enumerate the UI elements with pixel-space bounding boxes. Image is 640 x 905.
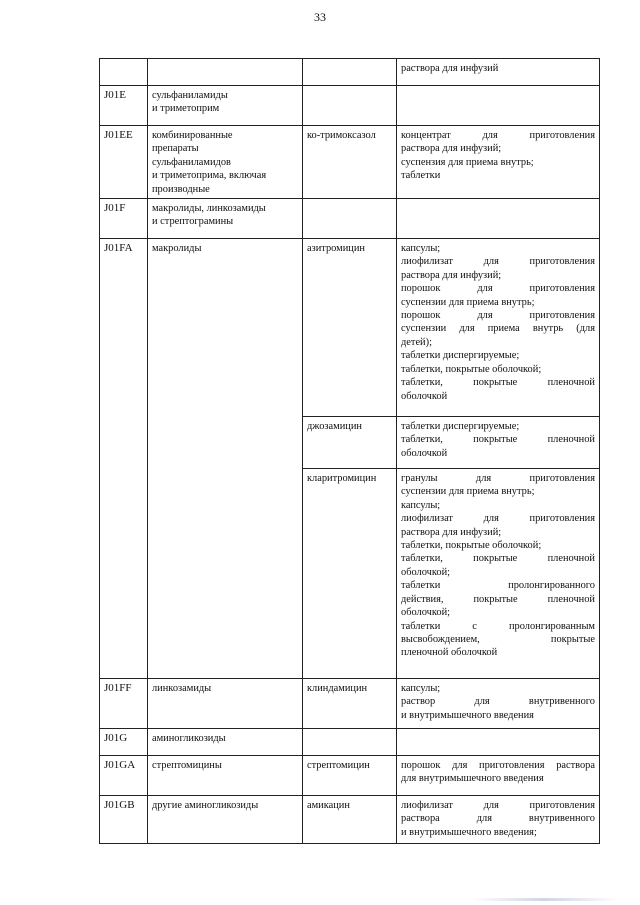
atc-code-cell: [100, 679, 148, 729]
dosage-form-cell: [397, 199, 600, 239]
dosage-form-line: порошок для приготовления: [401, 283, 595, 295]
dosage-form-cell: [397, 239, 600, 417]
group-text-line: комбинированные: [152, 130, 233, 141]
dosage-form-line: гранулы для приготовления: [401, 473, 595, 485]
atc-code: J01GA: [104, 759, 136, 772]
atc-code-cell: [100, 239, 148, 679]
dosage-form-line: и внутримышечного введения: [401, 709, 534, 721]
dosage-form-line: суспензия для приема внутрь;: [401, 156, 534, 168]
dosage-form-cell: [397, 417, 600, 469]
atc-code-cell: [100, 756, 148, 796]
group-text-line: линкозамиды: [152, 683, 212, 695]
drug-name-cell: [303, 239, 397, 417]
table-row: [100, 796, 600, 844]
atc-code-cell: [100, 199, 148, 239]
atc-code-cell: [100, 86, 148, 126]
dosage-form-line: для внутримышечного введения: [401, 773, 544, 785]
group-text-line: другие аминогликозиды: [152, 800, 259, 812]
atc-code: J01E: [104, 89, 126, 101]
dosage-form-cell: [397, 126, 600, 199]
dosage-form-line: детей);: [401, 336, 432, 348]
group-text-line: макролиды, линкозамиды: [152, 203, 266, 215]
dosage-form-line: оболочкой: [401, 447, 448, 459]
dosage-form-line: таблетки, покрытые оболочкой;: [401, 540, 542, 552]
group-text-line: аминогликозиды: [152, 733, 226, 745]
dosage-form-line: оболочкой;: [401, 566, 451, 578]
dosage-form-line: таблетки, покрытые пленочной: [401, 553, 595, 565]
dosage-form-line: таблетки: [401, 170, 441, 182]
dosage-form-line: раствор для внутривенного: [401, 696, 595, 708]
dosage-form-line: суспензии для приема внутрь (для: [401, 323, 595, 335]
drug-name-cell: [303, 756, 397, 796]
table-row: [100, 59, 600, 86]
atc-code-cell: [100, 729, 148, 756]
anatomical-group-cell: [148, 679, 303, 729]
dosage-form-line: суспензии для приема внутрь;: [401, 296, 535, 308]
drug-name-cell: [303, 86, 397, 126]
drug-name: ко-тримоксазол: [307, 130, 376, 141]
dosage-form-line: таблетки с пролонгированным: [401, 620, 595, 632]
atc-code: J01FF: [104, 682, 132, 695]
drug-name-cell: [303, 729, 397, 756]
dosage-form-line: капсулы;: [401, 683, 441, 695]
dosage-form-cell: [397, 86, 600, 126]
group-text-line: и стрептограмины: [152, 216, 234, 228]
drug-name-cell: [303, 199, 397, 239]
atc-code-cell: [100, 796, 148, 844]
drug-name: кларитромицин: [307, 473, 377, 485]
dosage-form-line: раствора для инфузий: [401, 63, 499, 74]
dosage-form-line: лиофилизат для приготовления: [401, 800, 595, 812]
drug-name-cell: [303, 679, 397, 729]
drug-name: клиндамицин: [307, 683, 368, 695]
dosage-form-line: и внутримышечного введения;: [401, 826, 537, 838]
dosage-form-line: раствора для инфузий;: [401, 269, 502, 281]
dosage-form-cell: [397, 729, 600, 756]
atc-code: J01EE: [104, 129, 133, 141]
atc-code: J01GB: [104, 799, 135, 812]
drug-name-cell: [303, 469, 397, 679]
anatomical-group-cell: [148, 59, 303, 86]
drug-name-cell: [303, 796, 397, 844]
dosage-form-line: оболочкой;: [401, 607, 451, 619]
group-text-line: и триметоприм: [152, 103, 220, 115]
table-row: [100, 199, 600, 239]
drug-name: стрептомицин: [307, 760, 370, 772]
atc-code: J01F: [104, 202, 126, 215]
dosage-form-line: порошок для приготовления раствора: [401, 760, 595, 772]
dosage-form-line: действия, покрытые пленочной: [401, 593, 595, 605]
dosage-form-line: оболочкой: [401, 390, 448, 402]
drug-table: [99, 58, 600, 844]
dosage-form-line: раствора для внутривенного: [401, 813, 595, 825]
drug-name-cell: [303, 126, 397, 199]
dosage-form-line: суспензии для приема внутрь;: [401, 486, 535, 498]
group-text-line: и триметоприма, включая: [152, 170, 267, 182]
dosage-form-cell: [397, 469, 600, 679]
atc-code: J01G: [104, 732, 128, 745]
group-text-line: препараты: [152, 143, 199, 155]
dosage-form-line: капсулы;: [401, 243, 441, 255]
dosage-form-cell: [397, 679, 600, 729]
table-row: [100, 756, 600, 796]
drug-name: джозамицин: [307, 421, 362, 433]
drug-name-cell: [303, 417, 397, 469]
group-text-line: сульфаниламидов: [152, 156, 231, 168]
atc-code: J01FA: [104, 242, 133, 255]
group-text-line: стрептомицины: [152, 760, 222, 772]
dosage-form-line: таблетки диспергируемые;: [401, 421, 520, 433]
anatomical-group-cell: [148, 199, 303, 239]
dosage-form-line: лиофилизат для приготовления: [401, 256, 595, 268]
dosage-form-line: таблетки, покрытые пленочной: [401, 377, 595, 389]
dosage-form-line: таблетки пролонгированного: [401, 580, 595, 592]
table-row: [100, 729, 600, 756]
dosage-form-line: раствора для инфузий;: [401, 143, 502, 155]
dosage-form-line: лиофилизат для приготовления: [401, 513, 595, 525]
anatomical-group-cell: [148, 756, 303, 796]
anatomical-group-cell: [148, 126, 303, 199]
drug-name: амикацин: [307, 800, 350, 812]
page-number: 33: [314, 10, 326, 24]
table-body: [100, 59, 600, 844]
dosage-form-line: капсулы;: [401, 499, 441, 511]
dosage-form-line: концентрат для приготовления: [401, 130, 595, 141]
dosage-form-cell: [397, 59, 600, 86]
table-row: [100, 126, 600, 199]
table-row: [100, 239, 600, 417]
drug-name: азитромицин: [307, 243, 365, 255]
dosage-form-line: таблетки диспергируемые;: [401, 350, 520, 362]
anatomical-group-cell: [148, 729, 303, 756]
group-text-line: макролиды: [152, 243, 202, 255]
scan-artifact: [470, 898, 620, 901]
table-row: [100, 679, 600, 729]
dosage-form-line: таблетки, покрытые пленочной: [401, 434, 595, 446]
dosage-form-line: таблетки, покрытые оболочкой;: [401, 363, 542, 375]
dosage-form-line: порошок для приготовления: [401, 310, 595, 322]
atc-code-cell: [100, 59, 148, 86]
anatomical-group-cell: [148, 796, 303, 844]
table-row: [100, 86, 600, 126]
anatomical-group-cell: [148, 86, 303, 126]
dosage-form-cell: [397, 796, 600, 844]
dosage-form-line: высвобождением, покрытые: [401, 633, 595, 645]
drug-name-cell: [303, 59, 397, 86]
dosage-form-line: пленочной оболочкой: [401, 647, 498, 659]
group-text-line: производные: [152, 183, 210, 195]
group-text-line: сульфаниламиды: [152, 90, 228, 101]
dosage-form-cell: [397, 756, 600, 796]
anatomical-group-cell: [148, 239, 303, 679]
atc-code-cell: [100, 126, 148, 199]
dosage-form-line: раствора для инфузий;: [401, 526, 502, 538]
